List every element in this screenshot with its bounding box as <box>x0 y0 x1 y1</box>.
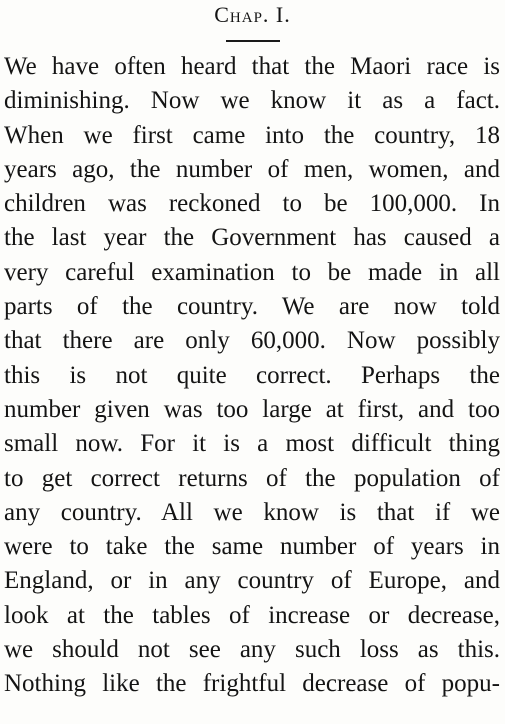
text-line: this is not quite correct. Perhaps the <box>4 361 500 389</box>
text-line: years ago, the number of men, women, and <box>4 155 500 183</box>
heading-rule <box>226 40 280 42</box>
text-line: any country. All we know is that if we <box>4 498 500 526</box>
text-line: When we first came into the country, 18 <box>4 121 500 149</box>
text-line: number given was too large at first, and too <box>4 395 500 423</box>
text-line: children was reckoned to be 100,000. In <box>4 190 500 218</box>
text-line: diminishing. Now we know it as a fact. <box>4 87 500 115</box>
text-line: England, or in any country of Europe, and <box>4 567 500 595</box>
text-line: small now. For it is a most difficult thing <box>4 430 500 458</box>
text-line: to get correct returns of the population of <box>4 464 500 492</box>
text-line: very careful examination to be made in all <box>4 258 500 286</box>
chapter-heading: Chap. I. <box>214 2 291 27</box>
text-line: Nothing like the frightful decrease of popu- <box>4 670 500 698</box>
text-line: parts of the country. We are now told <box>4 293 500 321</box>
text-line: were to take the same number of years in <box>4 533 500 561</box>
text-line: look at the tables of increase or decrease, <box>4 601 500 629</box>
text-line: we should not see any such loss as this. <box>4 636 500 664</box>
text-line: We have often heard that the Maori race is <box>4 53 500 80</box>
text-line: the last year the Government has caused a <box>4 224 500 252</box>
body-paragraph <box>4 50 500 702</box>
text-line: that there are only 60,000. Now possibly <box>4 327 500 355</box>
